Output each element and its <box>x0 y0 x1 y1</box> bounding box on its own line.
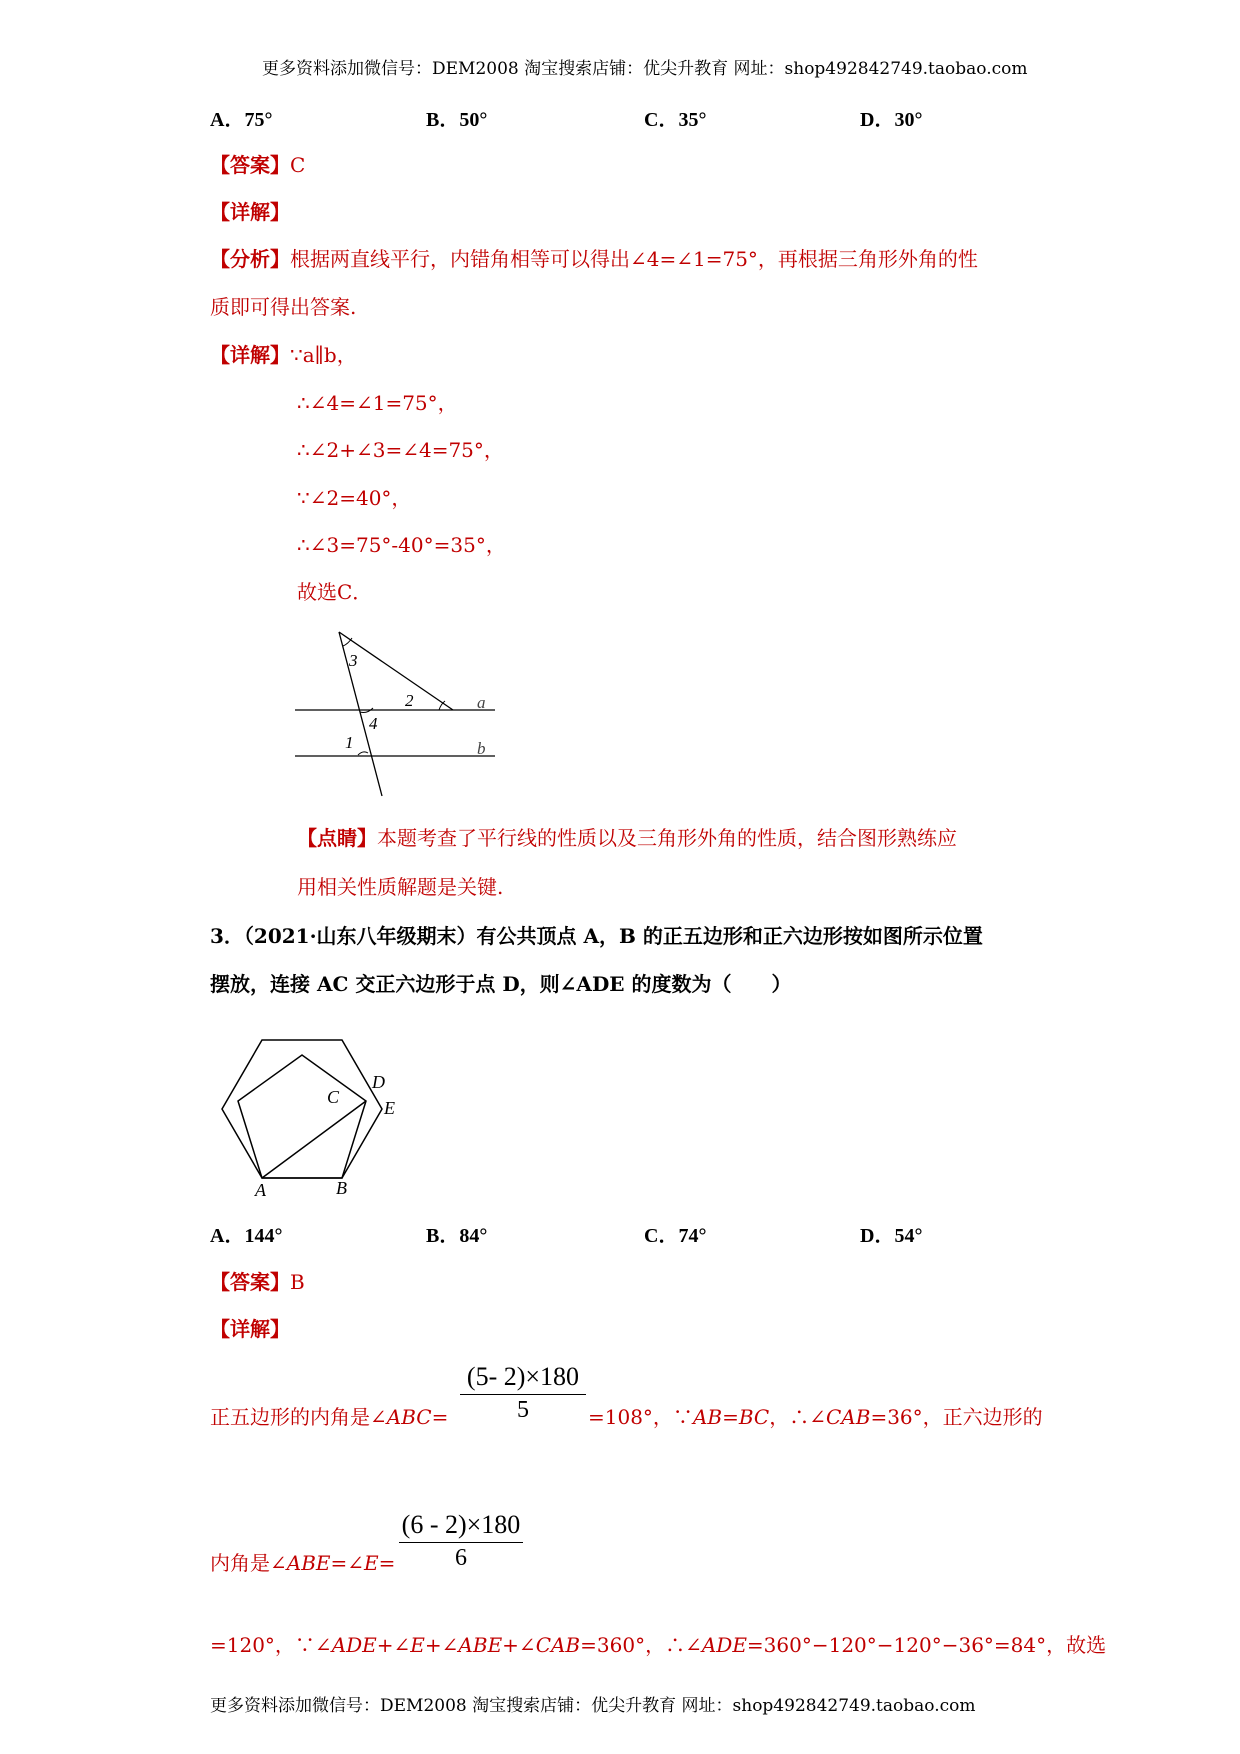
q3-option-d: D．54° <box>860 1225 923 1247</box>
q3-sol3-d: E <box>410 1633 425 1657</box>
solution-step-1: ∴∠4=∠1=75°， <box>297 391 458 415</box>
q3-sol1-eq: = <box>431 1405 449 1429</box>
comment-line-2: 用相关性质解题是关键. <box>297 875 504 899</box>
fraction-hexagon-denominator: 6 <box>455 1545 467 1571</box>
q3-sol2-var2: E <box>364 1551 379 1575</box>
option-d: D．30° <box>860 109 923 131</box>
q3-sol3-f: ABE <box>458 1633 503 1657</box>
fraction-hexagon <box>399 1510 523 1572</box>
q3-answer-value: B <box>290 1270 305 1294</box>
q3-sol3-j: ADE <box>701 1633 747 1657</box>
comment-line-1 <box>297 822 957 851</box>
fraction-pentagon <box>460 1362 586 1424</box>
q3-detail-tag: 【详解】 <box>210 1317 290 1341</box>
q3-sol1-a: =108°，∵ <box>588 1405 693 1429</box>
analysis-text-1: 根据两直线平行，内错角相等可以得出∠4=∠1=75°，再根据三角形外角的性 <box>290 247 978 271</box>
answer-tag: 【答案】 <box>210 153 290 177</box>
label-angle-1: 1 <box>345 733 354 752</box>
option-b: B．50° <box>426 109 488 131</box>
solution-tag: 【详解】 <box>210 343 290 367</box>
q3-option-b: B．84° <box>426 1225 488 1247</box>
solution-line-1 <box>210 339 357 368</box>
q3-sol3-b: ADE <box>331 1633 377 1657</box>
q3-sol1-prefix: 正五边形的内角是∠ <box>210 1405 387 1429</box>
parallel-lines-figure <box>295 628 495 800</box>
page-footer: 更多资料添加微信号：DEM2008 淘宝搜索店铺：优尖升教育 网址：shop492842749.taobao.com <box>210 1696 976 1716</box>
comment-text-1: 本题考查了平行线的性质以及三角形外角的性质，结合图形熟练应 <box>377 826 957 850</box>
q3-sol3-k: =360°−120°−120°−36°=84°，故选 <box>746 1633 1107 1657</box>
label-angle-4: 4 <box>369 714 378 733</box>
answer-line <box>210 149 305 178</box>
q3-option-a: A．144° <box>210 1225 283 1247</box>
answer-value: C <box>290 153 306 177</box>
q3-solution-line-2a <box>210 1547 395 1576</box>
q3-stem-line-2: 摆放，连接 AC 交正六边形于点 D，则∠ADE 的度数为（ ） <box>210 972 792 996</box>
analysis-line-1 <box>210 243 978 272</box>
label-point-c: C <box>327 1087 340 1107</box>
q3-stem-line-1: 3．（2021·山东八年级期末）有公共顶点 A，B 的正五边形和正六边形按如图所示位置 <box>210 924 983 948</box>
q3-solution-line-1a <box>210 1401 448 1430</box>
label-point-b: B <box>336 1178 347 1198</box>
q3-sol3-i: =360°，∴∠ <box>580 1633 702 1657</box>
q3-sol3-c: +∠ <box>376 1633 411 1657</box>
q3-sol3-h: CAB <box>535 1633 581 1657</box>
q3-sol2-mid: =∠ <box>330 1551 365 1575</box>
q3-sol1-e: ，∴∠ <box>769 1405 826 1429</box>
q3-sol2-var1: ABE <box>286 1551 331 1575</box>
q3-solution-line-1b <box>588 1401 1043 1430</box>
solution-text-1: ∵a∥b， <box>290 343 357 367</box>
q3-sol2-eq: = <box>378 1551 396 1575</box>
fraction-pentagon-bar <box>460 1394 586 1395</box>
label-line-b: b <box>477 739 486 758</box>
q3-sol3-g: +∠ <box>502 1633 536 1657</box>
fraction-pentagon-numerator: (5- 2)×180 <box>466 1362 580 1391</box>
fraction-hexagon-bar <box>399 1542 523 1543</box>
solution-step-5: 故选C． <box>297 580 373 604</box>
analysis-tag: 【分析】 <box>210 247 290 271</box>
analysis-line-2: 质即可得出答案. <box>210 295 357 319</box>
label-line-a: a <box>477 693 486 712</box>
q3-answer-tag: 【答案】 <box>210 1270 290 1294</box>
q3-sol1-g: =36°，正六边形的 <box>870 1405 1043 1429</box>
q3-option-c: C．74° <box>644 1225 707 1247</box>
label-point-a: A <box>255 1180 266 1200</box>
comment-tag: 【点睛】 <box>297 826 377 850</box>
q3-sol3-a: =120°，∵∠ <box>210 1633 332 1657</box>
fraction-hexagon-numerator: (6 - 2)×180 <box>401 1510 521 1539</box>
q3-answer-line <box>210 1266 305 1295</box>
solution-step-3: ∵∠2=40°， <box>297 486 412 510</box>
solution-step-2: ∴∠2+∠3=∠4=75°， <box>297 438 504 462</box>
q3-sol1-f: CAB <box>825 1405 871 1429</box>
label-point-e: E <box>384 1098 395 1118</box>
q3-sol1-var: ABC <box>386 1405 432 1429</box>
q3-sol1-d: BC <box>738 1405 770 1429</box>
q3-solution-line-3 <box>210 1629 1106 1658</box>
detail-tag: 【详解】 <box>210 200 290 224</box>
q3-sol1-b: AB <box>692 1405 723 1429</box>
option-a: A．75° <box>210 109 273 131</box>
q3-sol2-prefix: 内角是∠ <box>210 1551 287 1575</box>
solution-step-4: ∴∠3=75°-40°=35°， <box>297 533 506 557</box>
pentagon-hexagon-figure <box>215 1030 405 1200</box>
fraction-pentagon-denominator: 5 <box>517 1397 529 1423</box>
label-point-d: D <box>372 1072 385 1092</box>
label-angle-3: 3 <box>349 651 358 670</box>
q3-sol1-c: = <box>722 1405 739 1429</box>
page-header: 更多资料添加微信号：DEM2008 淘宝搜索店铺：优尖升教育 网址：shop492842749.taobao.com <box>262 59 1028 79</box>
label-angle-2: 2 <box>405 691 414 710</box>
q3-sol3-e: +∠ <box>424 1633 459 1657</box>
option-c: C．35° <box>644 109 707 131</box>
